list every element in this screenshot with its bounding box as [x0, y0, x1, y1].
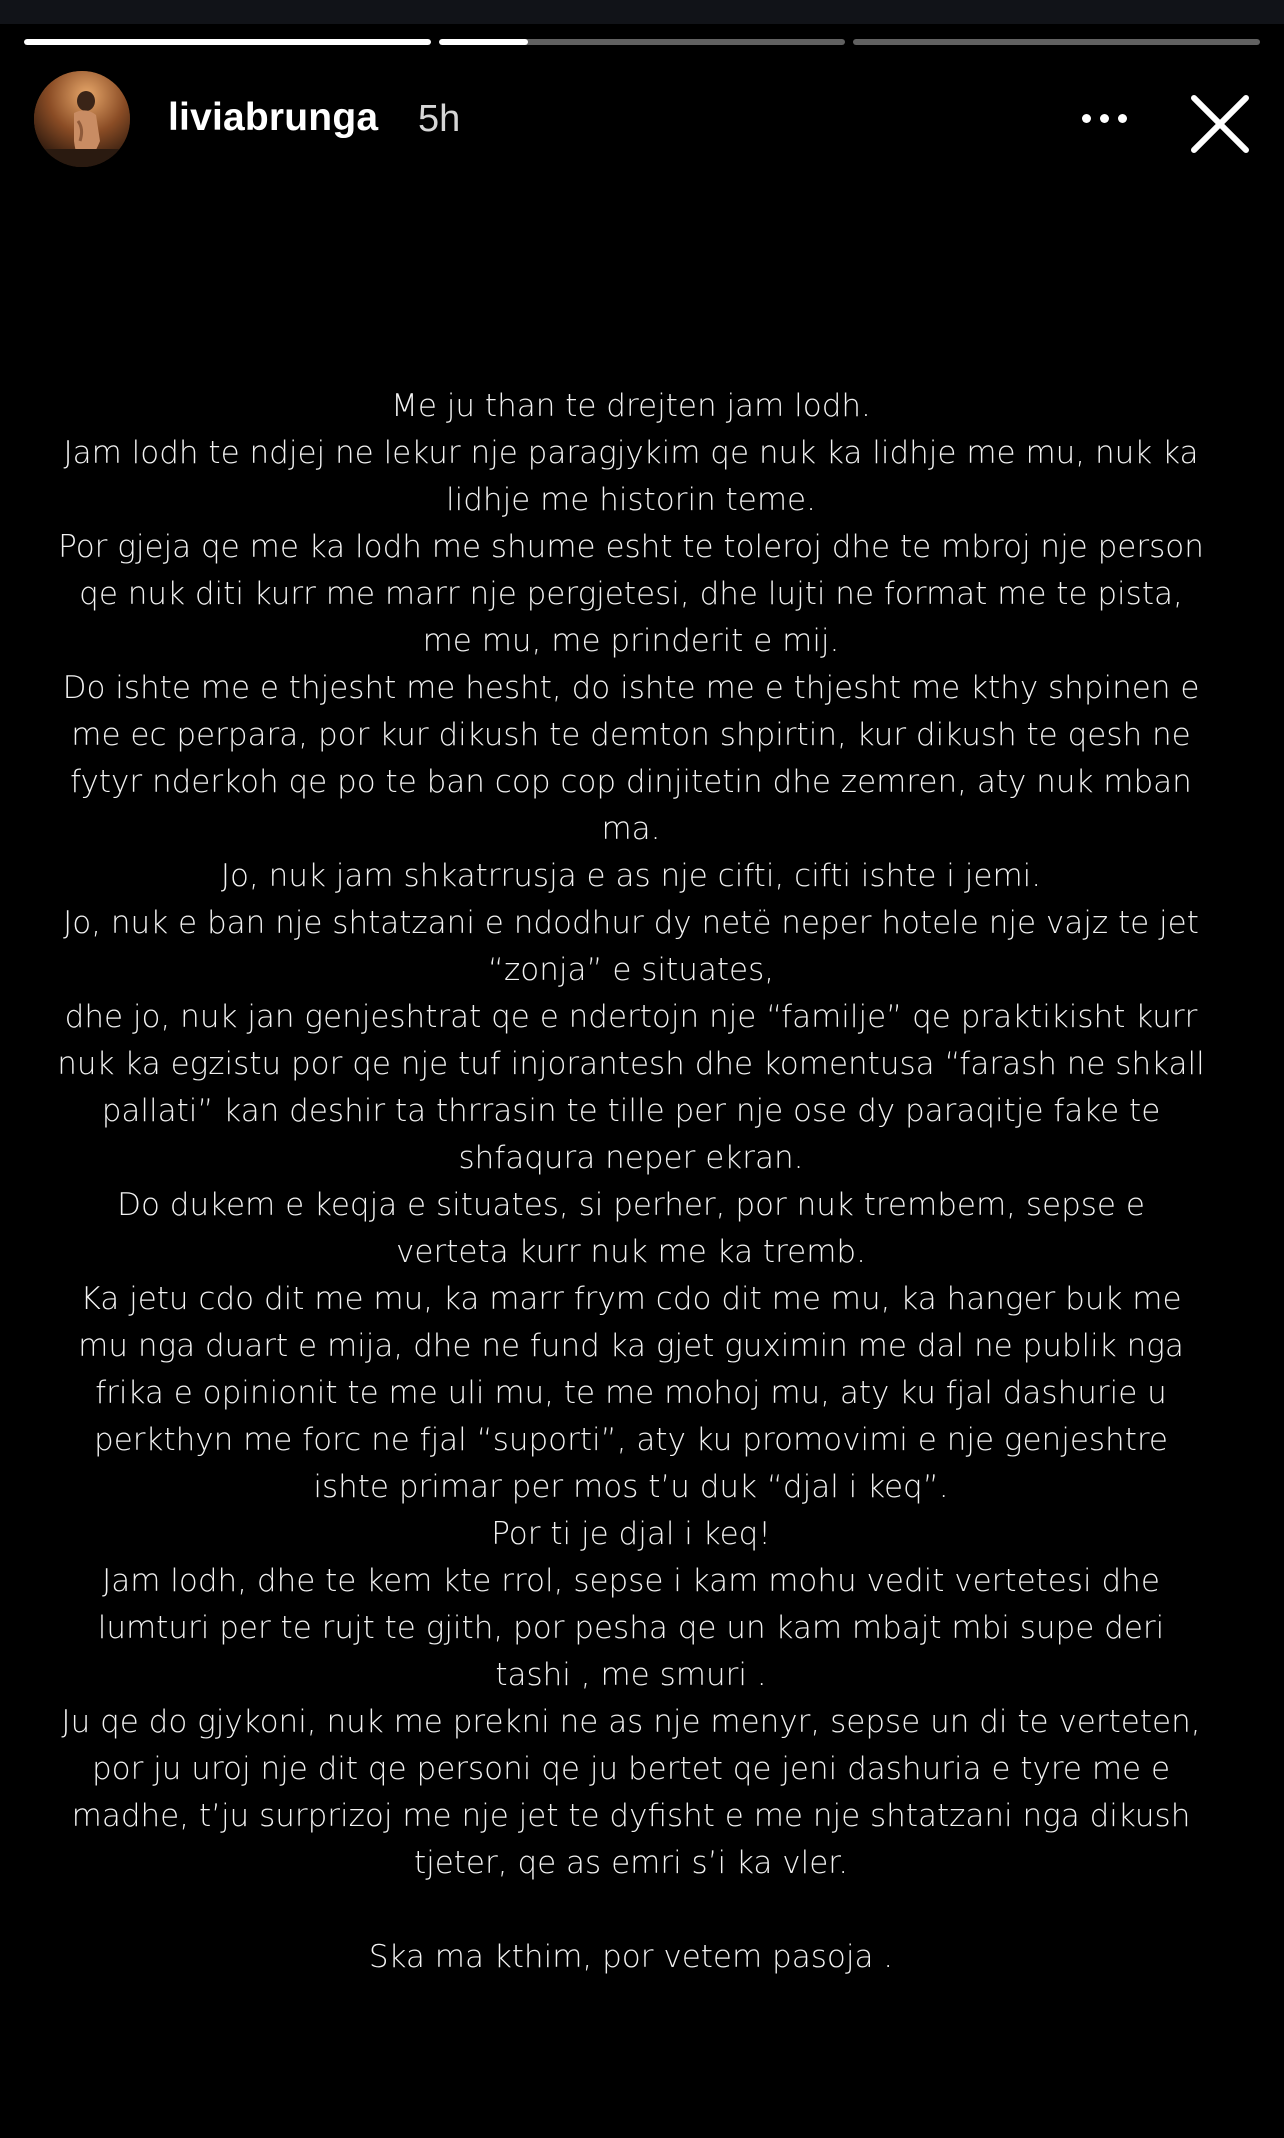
progress-segment-2: [439, 39, 846, 45]
close-icon: [1184, 88, 1256, 160]
story-header: [34, 68, 1260, 168]
story-progress-bar: [24, 39, 1260, 45]
story-closing-line: Ska ma kthim, por vetem pasoja .: [368, 1939, 894, 1975]
post-time: 5h: [418, 98, 461, 140]
story-paragraph: Por gjeja qe me ka lodh me shume esht te toleroj dhe te mbroj nje person qe nuk diti kurr me marr nje pergjetesi, dhe lujti ne format me te pista, me mu, me prinderit e mij.: [58, 529, 1204, 659]
username[interactable]: liviabrunga: [168, 96, 379, 139]
progress-fill-2: [439, 39, 528, 45]
avatar[interactable]: [34, 71, 130, 167]
progress-fill-1: [24, 39, 431, 45]
paragraph-spacer: [56, 1887, 1206, 1934]
story-paragraph: Jam lodh te ndjej ne lekur nje paragjykim qe nuk ka lidhje me mu, nuk ka lidhje me historin teme.: [63, 435, 1199, 518]
story-paragraph: Do dukem e keqja e situates, si perher, por nuk trembem, sepse e verteta kurr nuk me ka tremb.: [117, 1187, 1145, 1270]
story-paragraph: Por ti je djal i keq!: [491, 1516, 771, 1552]
close-button[interactable]: [1184, 88, 1256, 160]
progress-segment-3: [853, 39, 1260, 45]
story-paragraph: Jo, nuk e ban nje shtatzani e ndodhur dy netë neper hotele nje vajz te jet “zonja” e situates,: [63, 905, 1199, 988]
status-bar-area: [0, 0, 1284, 24]
more-horizontal-icon-dot-2: [1100, 114, 1109, 123]
story-paragraph: Jam lodh, dhe te kem kte rrol, sepse i kam mohu vedit vertetesi dhe lumturi per te rujt te gjith, por pesha qe un kam mbajt mbi supe deri tashi , me smuri .: [97, 1563, 1165, 1693]
story-paragraph: Jo, nuk jam shkatrrusja e as nje cifti, cifti ishte i jemi.: [220, 858, 1042, 894]
more-options-button[interactable]: [1068, 90, 1140, 146]
more-horizontal-icon-dot-3: [1118, 114, 1127, 123]
story-text: [56, 383, 1206, 1981]
story-paragraph: Me ju than te drejten jam lodh.: [391, 388, 871, 424]
story-paragraph: Ju qe do gjykoni, nuk me prekni ne as nje menyr, sepse un di te verteten, por ju uroj nje dit qe personi qe ju bertet qe jeni dashuria e tyre me e madhe, t’ju surprizoj me nje jet te dyfisht e me nje shtatzani nga dikush tjeter, qe as emri s’i ka vler.: [61, 1704, 1201, 1881]
avatar-photo-icon: [34, 71, 130, 167]
progress-segment-1: [24, 39, 431, 45]
story-paragraph: dhe jo, nuk jan genjeshtrat qe e ndertojn nje “familje” qe praktikisht kurr nuk ka egzistu por qe nje tuf injorantesh dhe komentusa “farash ne shkall pallati” kan deshir ta thrrasin te tille per nje ose dy paraqitje fake te shfaqura neper ekran.: [57, 999, 1205, 1176]
story-paragraph: Do ishte me e thjesht me hesht, do ishte me e thjesht me kthy shpinen e me ec perpara, por kur dikush te demton shpirtin, kur dikush te qesh ne fytyr nderkoh qe po te ban cop cop dinjitetin dhe zemren, aty nuk mban ma.: [62, 670, 1200, 847]
more-horizontal-icon: [1082, 114, 1091, 123]
story-paragraph: Ka jetu cdo dit me mu, ka marr frym cdo dit me mu, ka hanger buk me mu nga duart e mija, dhe ne fund ka gjet guximin me dal ne publik nga frika e opinionit te me uli mu, te me mohoj mu, aty ku fjal dashurie u perkthyn me forc ne fjal “suporti”, aty ku promovimi e nje genjeshtre ishte primar per mos t’u duk “djal i keq”.: [78, 1281, 1184, 1505]
